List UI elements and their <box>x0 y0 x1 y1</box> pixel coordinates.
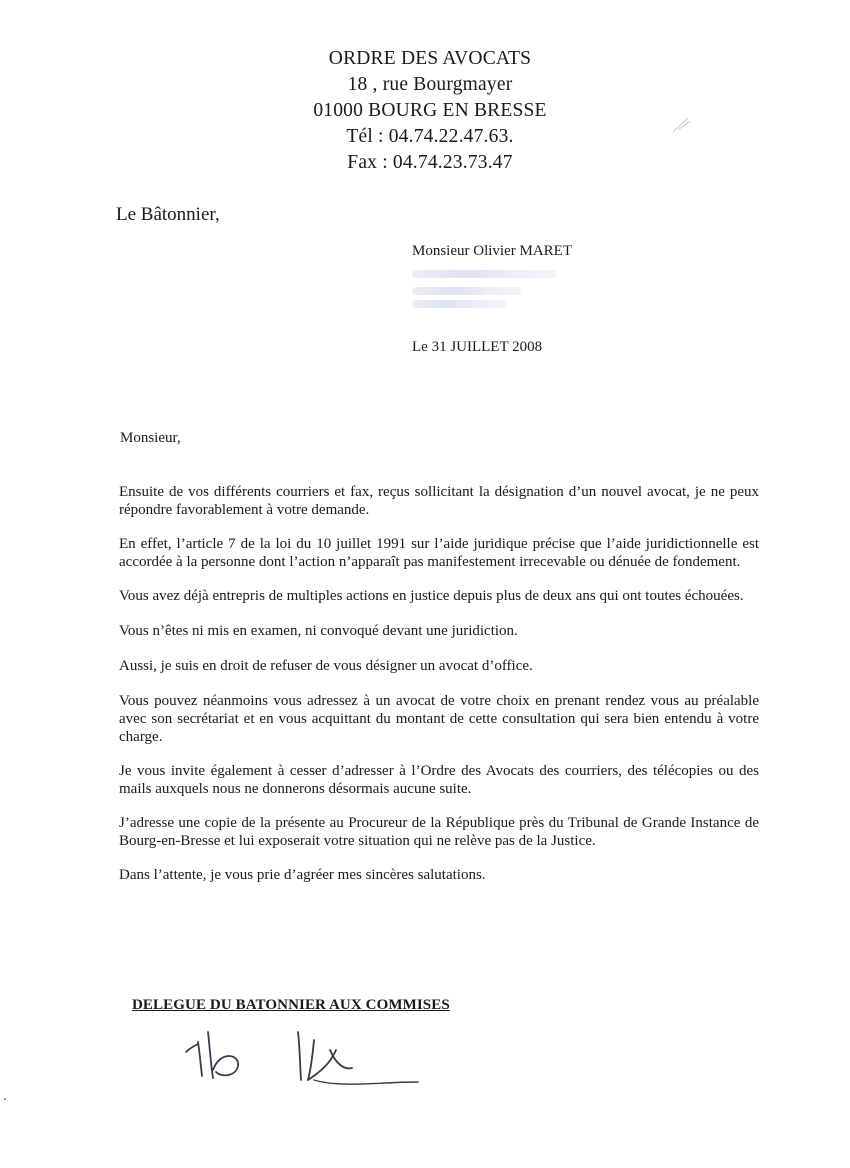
body-paragraph: Vous avez déjà entrepris de multiples actions en justice depuis plus de deux ans qui ont toutes échouées. <box>119 588 744 604</box>
signature-title: DELEGUE DU BATONNIER AUX COMMISES <box>132 997 450 1013</box>
salutation: Monsieur, <box>120 430 181 446</box>
letterhead-fax: Fax : 04.74.23.73.47 <box>347 152 513 173</box>
body-paragraph: Dans l’attente, je vous prie d’agréer mes sincères salutations. <box>119 867 486 883</box>
handwritten-signature <box>180 1010 420 1090</box>
body-paragraph: Ensuite de vos différents courriers et fax, reçus sollicitant la désignation d’un nouvel avocat, je ne peux répondre favorablement à votre demande. <box>119 484 759 518</box>
redacted-address-line <box>412 300 507 308</box>
redacted-address-line <box>412 287 522 295</box>
letterhead <box>230 46 630 176</box>
recipient-block <box>412 241 712 308</box>
letterhead-organization: ORDRE DES AVOCATS <box>328 48 532 69</box>
body-paragraph: Aussi, je suis en droit de refuser de vous désigner un avocat d’office. <box>119 658 533 674</box>
body-paragraph: Vous n’êtes ni mis en examen, ni convoqué devant une juridiction. <box>119 623 518 639</box>
letter-body <box>119 483 759 884</box>
letterhead-phone: Tél : 04.74.22.47.63. <box>346 126 514 147</box>
letterhead-city: 01000 BOURG EN BRESSE <box>313 100 547 121</box>
body-paragraph: Vous pouvez néanmoins vous adressez à un avocat de votre choix en prenant rendez vous au préalable avec son secrétariat et en vous acquittant du montant de cette consultation qui sera bien entendu à votre charge. <box>119 693 759 745</box>
redacted-address-line <box>412 270 557 278</box>
recipient-name: Monsieur Olivier MARET <box>412 243 572 259</box>
stray-pen-mark <box>670 112 694 136</box>
letterhead-street: 18 , rue Bourgmayer <box>347 74 513 95</box>
scan-speck <box>4 1098 6 1100</box>
body-paragraph: En effet, l’article 7 de la loi du 10 juillet 1991 sur l’aide juridique précise que l’aide juridictionnelle est accordée à la personne dont l’action n’apparaît pas manifestement irrecevable ou dénuée de fondement. <box>119 536 759 570</box>
sender-title: Le Bâtonnier, <box>116 204 220 225</box>
body-paragraph: J’adresse une copie de la présente au Procureur de la République près du Tribunal de Grande Instance de Bourg-en-Bresse et lui exposerait votre situation qui ne relève pas de la Justice. <box>119 815 759 849</box>
body-paragraph: Je vous invite également à cesser d’adresser à l’Ordre des Avocats des courriers, des télécopies ou des mails auxquels nous ne donnerons désormais aucune suite. <box>119 763 759 797</box>
letter-date: Le 31 JUILLET 2008 <box>412 339 543 355</box>
